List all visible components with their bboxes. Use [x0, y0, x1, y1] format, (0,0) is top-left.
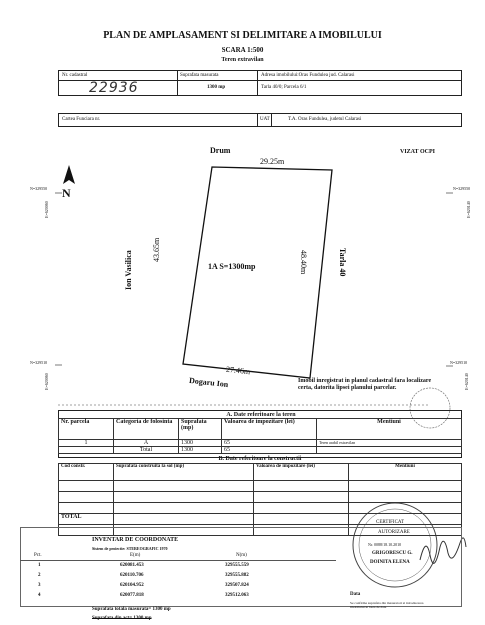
left-neighbor: Ion Vasilica: [124, 250, 133, 290]
teren-title: A. Date referitoare la teren: [226, 412, 296, 418]
parcel-polygon: [183, 167, 332, 378]
bottom-length: 27.46m: [225, 364, 251, 377]
stamp-autorizare: AUTORIZARE: [378, 530, 410, 535]
uat-value: T.A. Oras Fundulea, judetul Calarasi: [288, 117, 362, 122]
address-value: Tarla 40/0; Parcela 6/1: [261, 85, 307, 90]
constructii-title: B. Date referitoare la constructii: [218, 456, 302, 462]
top-length: 29.25m: [260, 157, 285, 166]
coord-n-top-right: N=329550: [453, 186, 471, 191]
footer-act: Suprafata din act= 1300 mp: [92, 616, 152, 621]
north-arrow-icon: [63, 165, 75, 184]
teren-row-nr: 1: [59, 440, 114, 447]
coord-row-1-p: 1: [38, 563, 41, 568]
footer-measured: Suprafata totala masurata= 1300 mp: [92, 607, 171, 612]
north-label: N: [62, 186, 71, 200]
uat-label: UAT: [260, 117, 270, 122]
coord-n-bot-left: N=329510: [30, 360, 48, 365]
th-sup: Suprafata (mp): [179, 419, 222, 440]
coords-col-e: E(m): [130, 553, 141, 558]
cadastral-label: Nr. cadastral: [62, 73, 88, 78]
address-label: Adresa imobilului:Oras Fundulea jud. Calarasi: [261, 73, 355, 78]
coord-e-bot-left: E=620060: [44, 373, 49, 390]
th-cod: Cod constr.: [59, 464, 114, 481]
coord-row-3-n: 329507.824: [225, 583, 249, 588]
th-ment: Mentiuni: [317, 419, 462, 440]
bottom-neighbor: Dogaru Ion: [188, 375, 229, 390]
coord-row-1-n: 329555.559: [225, 563, 249, 568]
scale-label: SCARA 1:500: [221, 46, 264, 54]
teren-total-sup: 1300: [179, 447, 222, 454]
data-label: Data: [350, 592, 361, 597]
th-val: Valoarea de impozitare (lei): [222, 419, 317, 440]
th-ment-constr: Mentiuni: [349, 464, 462, 481]
road-top-label: Drum: [210, 146, 231, 155]
coords-title: INVENTAR DE COORDONATE: [92, 537, 179, 543]
th-val-constr: Valoarea de impozitare (lei): [254, 464, 349, 481]
coord-row-1-e: 620081.453: [120, 563, 144, 568]
cadastral-value: 22936: [89, 80, 139, 96]
coord-e-top-left: E=620060: [44, 201, 49, 218]
plan-note: Imobil inregistrat in planul cadastral fara localizare certa, datorita lipsei planului parcelar.: [298, 378, 432, 391]
teren-row-val: 65: [222, 440, 317, 447]
coord-row-4-n: 329512.063: [225, 593, 249, 598]
coords-system: Sistem de proiectie: STEREOGRAFIC 1970: [92, 546, 168, 551]
stamp-name1: GRIGORESCU G.: [372, 551, 413, 556]
coord-n-bot-right: N=329510: [450, 360, 468, 365]
th-nr: Nr. parcela: [59, 419, 114, 440]
coord-row-3-e: 620104.952: [120, 583, 144, 588]
teren-total-label: Total: [114, 447, 179, 454]
constructii-total: TOTAL: [59, 514, 114, 525]
th-cat: Categoria de folosinta: [114, 419, 179, 440]
right-neighbor: Tarla 40: [338, 248, 347, 277]
coords-col-n: N(m): [236, 553, 247, 558]
coord-row-3-p: 3: [38, 583, 41, 588]
stamp-nr: Nr. 0088/18.10.2010: [368, 542, 402, 547]
stamp-name2: DOINITA ELENA: [370, 560, 410, 565]
coord-row-2-p: 2: [38, 573, 41, 578]
subtitle: Teren extravilan: [221, 57, 264, 63]
coords-col-pct: Pct.: [34, 553, 42, 558]
stamp-certificat: CERTIFICAT: [376, 520, 405, 525]
teren-row-cat: A: [114, 440, 179, 447]
right-length: 48.40m: [299, 250, 308, 275]
teren-row-ment: Teren arabil extravilan: [317, 440, 462, 447]
teren-total-ment: [317, 447, 462, 454]
confirm-text: Se confirma suprafata din masuratori si introducerea imobilului in baza de date: [350, 601, 424, 609]
teren-table: [58, 418, 462, 454]
coord-e-bot-right: E=620140: [464, 373, 469, 390]
parcel-label: 1A S=1300mp: [208, 262, 256, 271]
page-title: PLAN DE AMPLASAMENT SI DELIMITARE A IMOBILULUI: [103, 30, 382, 41]
coord-row-2-n: 329555.882: [225, 573, 249, 578]
coord-e-top-right: E=620140: [466, 201, 471, 218]
teren-total-nr: [59, 447, 114, 454]
coord-row-4-p: 4: [38, 593, 41, 598]
coord-row-2-e: 620110.706: [120, 573, 144, 578]
teren-row-sup: 1300: [179, 440, 222, 447]
coord-n-top-left: N=329550: [30, 186, 48, 191]
th-sup-constr: Suprafata construita la sol (mp): [114, 464, 254, 481]
teren-total-val: 65: [222, 447, 317, 454]
left-length: 43.65m: [152, 237, 161, 262]
area-value: 1300 mp: [207, 85, 226, 90]
area-label: Suprafata masurata: [180, 73, 219, 78]
carte-label: Cartea Funciara nr.: [62, 117, 101, 122]
coord-row-4-e: 620077.818: [120, 593, 144, 598]
vizat-label: VIZAT OCPI: [400, 149, 435, 155]
